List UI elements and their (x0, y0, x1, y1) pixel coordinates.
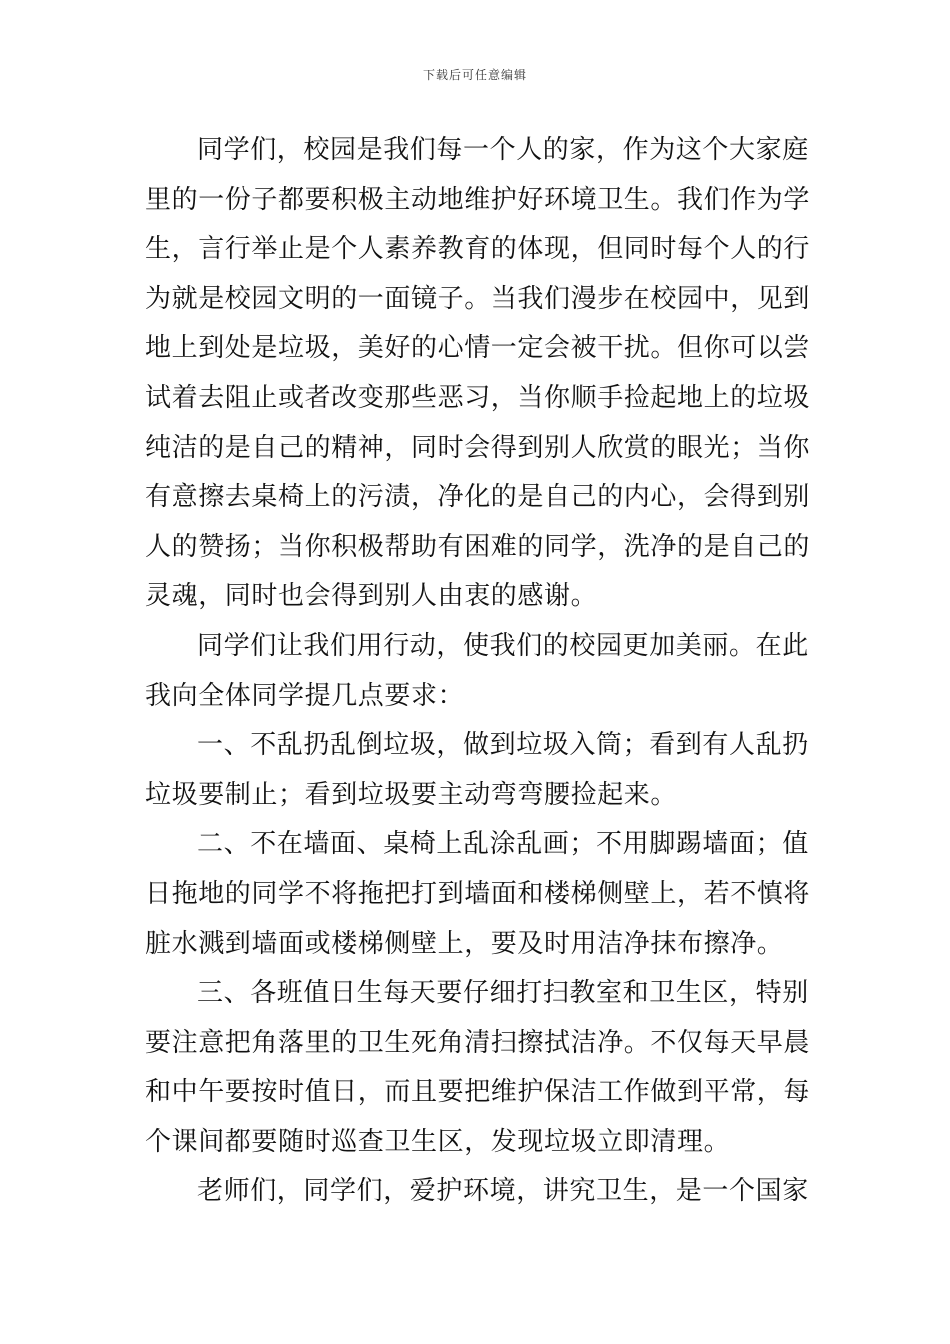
text-line: 日拖地的同学不将拖把打到墙面和楼梯侧壁上，若不慎将 (145, 878, 811, 909)
paragraph-3 (145, 721, 807, 820)
text-line: 三、各班值日生每天要仔细打扫教室和卫生区，特别 (197, 978, 809, 1009)
text-line: 我向全体同学提几点要求： (145, 680, 465, 711)
text-line: 灵魂，同时也会得到别人由衷的感谢。 (145, 581, 598, 612)
paragraph-2 (145, 622, 807, 721)
text-line: 同学们让我们用行动，使我们的校园更加美丽。在此 (197, 630, 809, 661)
text-line: 二、不在墙面、桌椅上乱涂乱画；不用脚踢墙面；值 (197, 829, 809, 860)
text-line: 垃圾要制止；看到垃圾要主动弯弯腰捡起来。 (145, 779, 678, 810)
text-line: 试着去阻止或者改变那些恶习，当你顺手捡起地上的垃圾 (145, 382, 811, 413)
text-line: 为就是校园文明的一面镜子。当我们漫步在校园中，见到 (145, 283, 811, 314)
paragraph-1 (145, 126, 811, 622)
text-line: 人的赞扬；当你积极帮助有困难的同学，洗净的是自己的 (145, 531, 811, 562)
paragraph-4 (145, 820, 811, 969)
text-line: 有意擦去桌椅上的污渍，净化的是自己的内心，会得到别 (145, 482, 811, 513)
text-line: 要注意把角落里的卫生死角清扫擦拭洁净。不仅每天早晨 (145, 1027, 811, 1058)
text-line: 脏水溅到墙面或楼梯侧壁上，要及时用洁净抹布擦净。 (145, 928, 784, 959)
text-line: 里的一份子都要积极主动地维护好环境卫生。我们作为学 (145, 184, 811, 215)
text-line: 一、不乱扔乱倒垃圾，做到垃圾入筒；看到有人乱扔 (197, 730, 809, 761)
text-line: 纯洁的是自己的精神，同时会得到别人欣赏的眼光；当你 (145, 432, 811, 463)
paragraph-5 (145, 969, 811, 1167)
text-line: 个课间都要随时巡查卫生区，发现垃圾立即清理。 (145, 1126, 731, 1157)
document-body (145, 126, 811, 1217)
text-line: 地上到处是垃圾，美好的心情一定会被干扰。但你可以尝 (145, 333, 811, 364)
page-header: 下载后可任意编辑 (422, 68, 527, 82)
text-line: 老师们，同学们，爱护环境，讲究卫生，是一个国家 (197, 1176, 809, 1207)
paragraph-6 (145, 1167, 807, 1217)
text-line: 和中午要按时值日，而且要把维护保洁工作做到平常，每 (145, 1077, 811, 1108)
text-line: 生，言行举止是个人素养教育的体现，但同时每个人的行 (145, 234, 811, 265)
text-line: 同学们，校园是我们每一个人的家，作为这个大家庭 (197, 135, 809, 165)
